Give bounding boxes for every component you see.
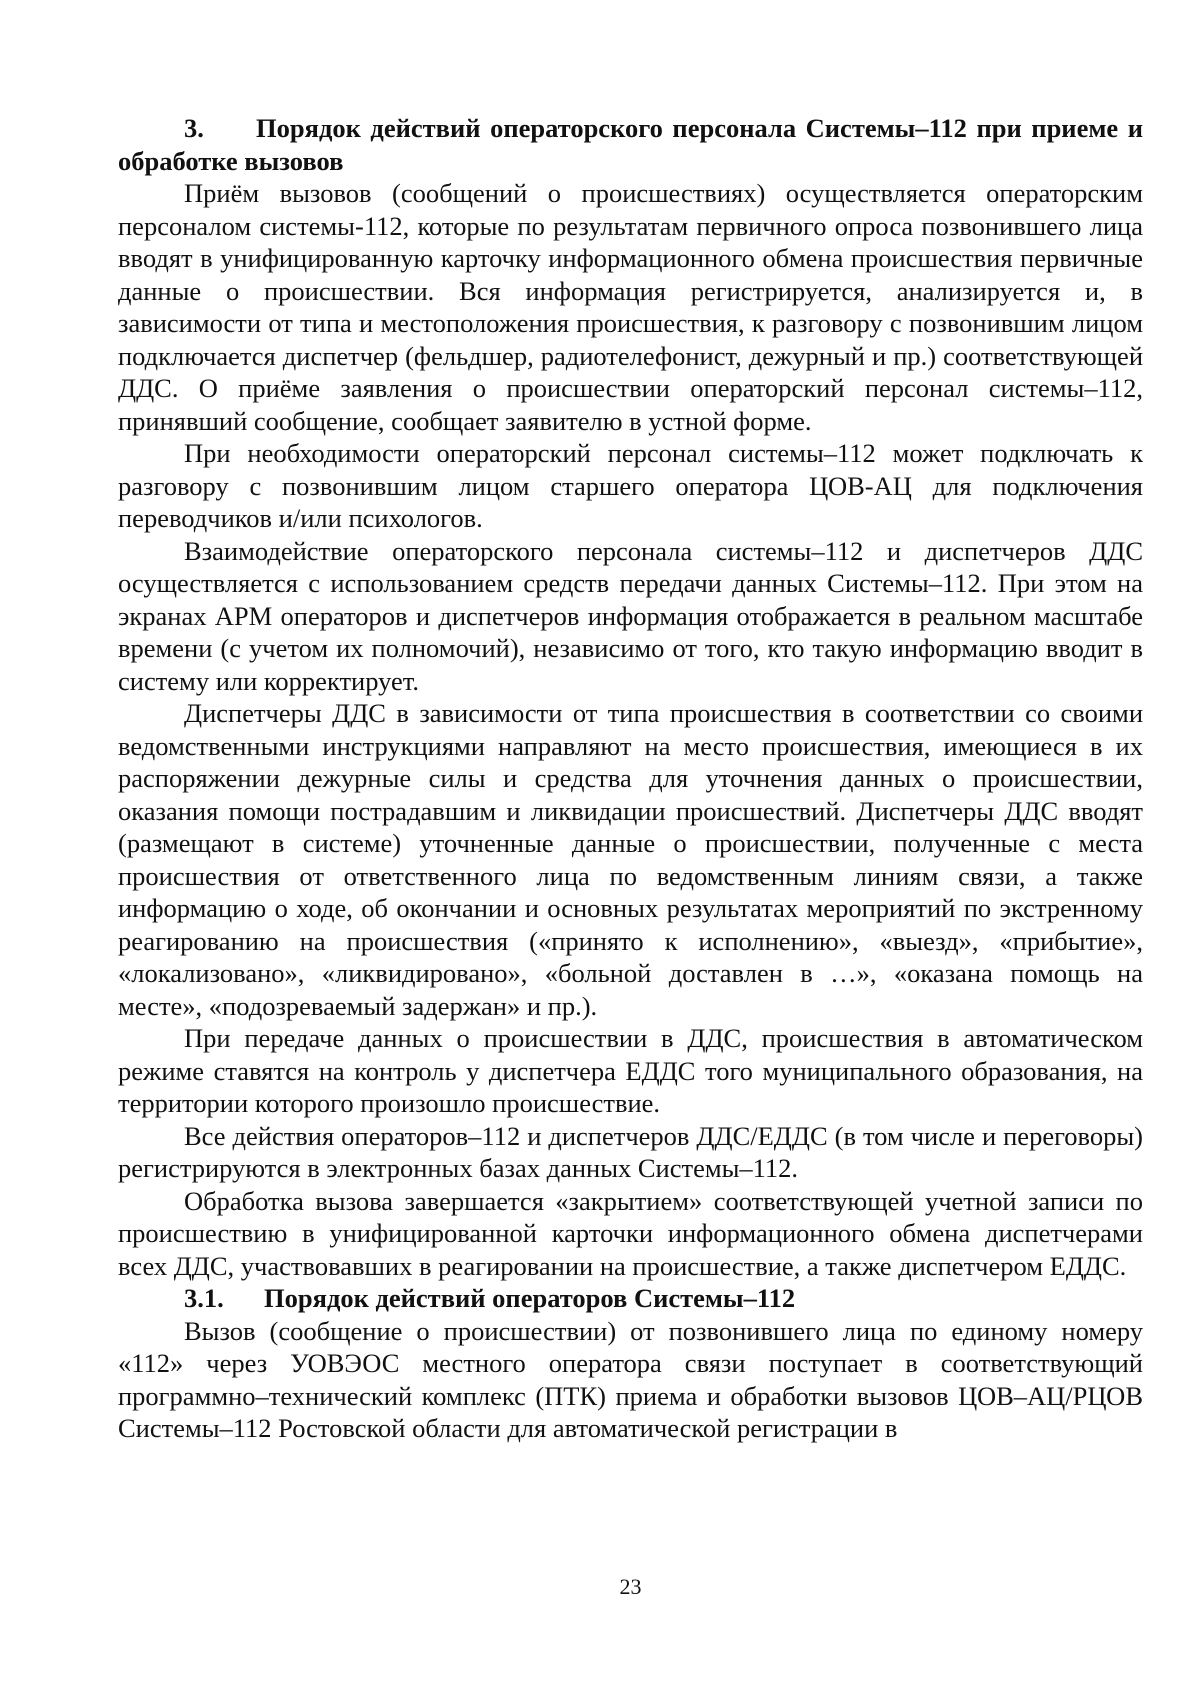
subsection-number: 3.1. [184,1283,224,1313]
paragraph-6: Все действия операторов–112 и диспетчеров ДДС/ЕДДС (в том числе и переговоры) регистрируются в электронных базах данных Системы–112. [118,1120,1143,1183]
subsection-heading [118,1282,1143,1315]
section-heading [118,112,1143,177]
paragraph-3: Взаимодействие операторского персонала системы–112 и диспетчеров ДДС осуществляется с использованием средств передачи данных Системы–112. При этом на экранах АРМ операторов и диспетчеров информация отображается в реальном масштабе времени (с учетом их полномочий), независимо от того, кто такую информацию вводит в систему или корректирует. [118,535,1143,696]
subsection-title: Порядок действий операторов Системы–112 [264,1283,796,1313]
section-title: Порядок действий операторского персонала Системы–112 при приеме и обработке вызовов [118,113,1143,176]
page-number: 23 [619,1574,642,1599]
document-page [118,112,1143,1445]
paragraph-4: Диспетчеры ДДС в зависимости от типа происшествия в соответствии со своими ведомственными инструкциями направляют на место происшествия, имеющиеся в их распоряжении дежурные силы и средства для уточнения данных о происшествии, оказания помощи пострадавшим и ликвидации происшествий. Диспетчеры ДДС вводят (размещают в системе) уточненные данные о происшествии, полученные с места происшествия от ответственного лица по ведомственным линиям связи, а также информацию о ходе, об окончании и основных результатах мероприятий по экстренному реагированию на происшествия («принято к исполнению», «выезд», «прибытие», «локализовано», «ликвидировано», «больной доставлен в …», «оказана помощь на месте», «подозреваемый задержан» и пр.). [118,698,1143,1021]
paragraph-5: При передаче данных о происшествии в ДДС, происшествия в автоматическом режиме ставятся на контроль у диспетчера ЕДДС того муниципального образования, на территории которого произошло происшествие. [118,1023,1143,1118]
paragraph-2: При необходимости операторский персонал системы–112 может подключать к разговору с позвонившим лицом старшего оператора ЦОВ-АЦ для подключения переводчиков и/или психологов. [118,438,1143,533]
section-number: 3. [184,113,204,143]
paragraph-7: Обработка вызова завершается «закрытием» соответствующей учетной записи по происшествию в унифицированной карточки информационного обмена диспетчерами всех ДДС, участвовавших в реагировании на происшествие, а также диспетчером ЕДДС. [118,1185,1143,1281]
subsection-paragraph-1: Вызов (сообщение о происшествии) от позвонившего лица по единому номеру «112» через УОВЭОС местного оператора связи поступает в соответствующий программно–технический комплекс (ПТК) приема и обработки вызовов ЦОВ–АЦ/РЦОВ Системы–112 Ростовской области для автоматической регистрации в [118,1315,1143,1443]
paragraph-1: Приём вызовов (сообщений о происшествиях) осуществляется операторским персоналом системы-112, которые по результатам первичного опроса позвонившего лица вводят в унифицированную карточку информационного обмена происшествия первичные данные о происшествии. Вся информация регистрируется, анализируется и, в зависимости от типа и местоположения происшествия, к разговору с позвонившим лицом подключается диспетчер (фельдшер, радиотелефонист, дежурный и пр.) соответствующей ДДС. О приёме заявления о происшествии операторский персонал системы–112, принявший сообщение, сообщает заявителю в устной форме. [118,178,1143,436]
